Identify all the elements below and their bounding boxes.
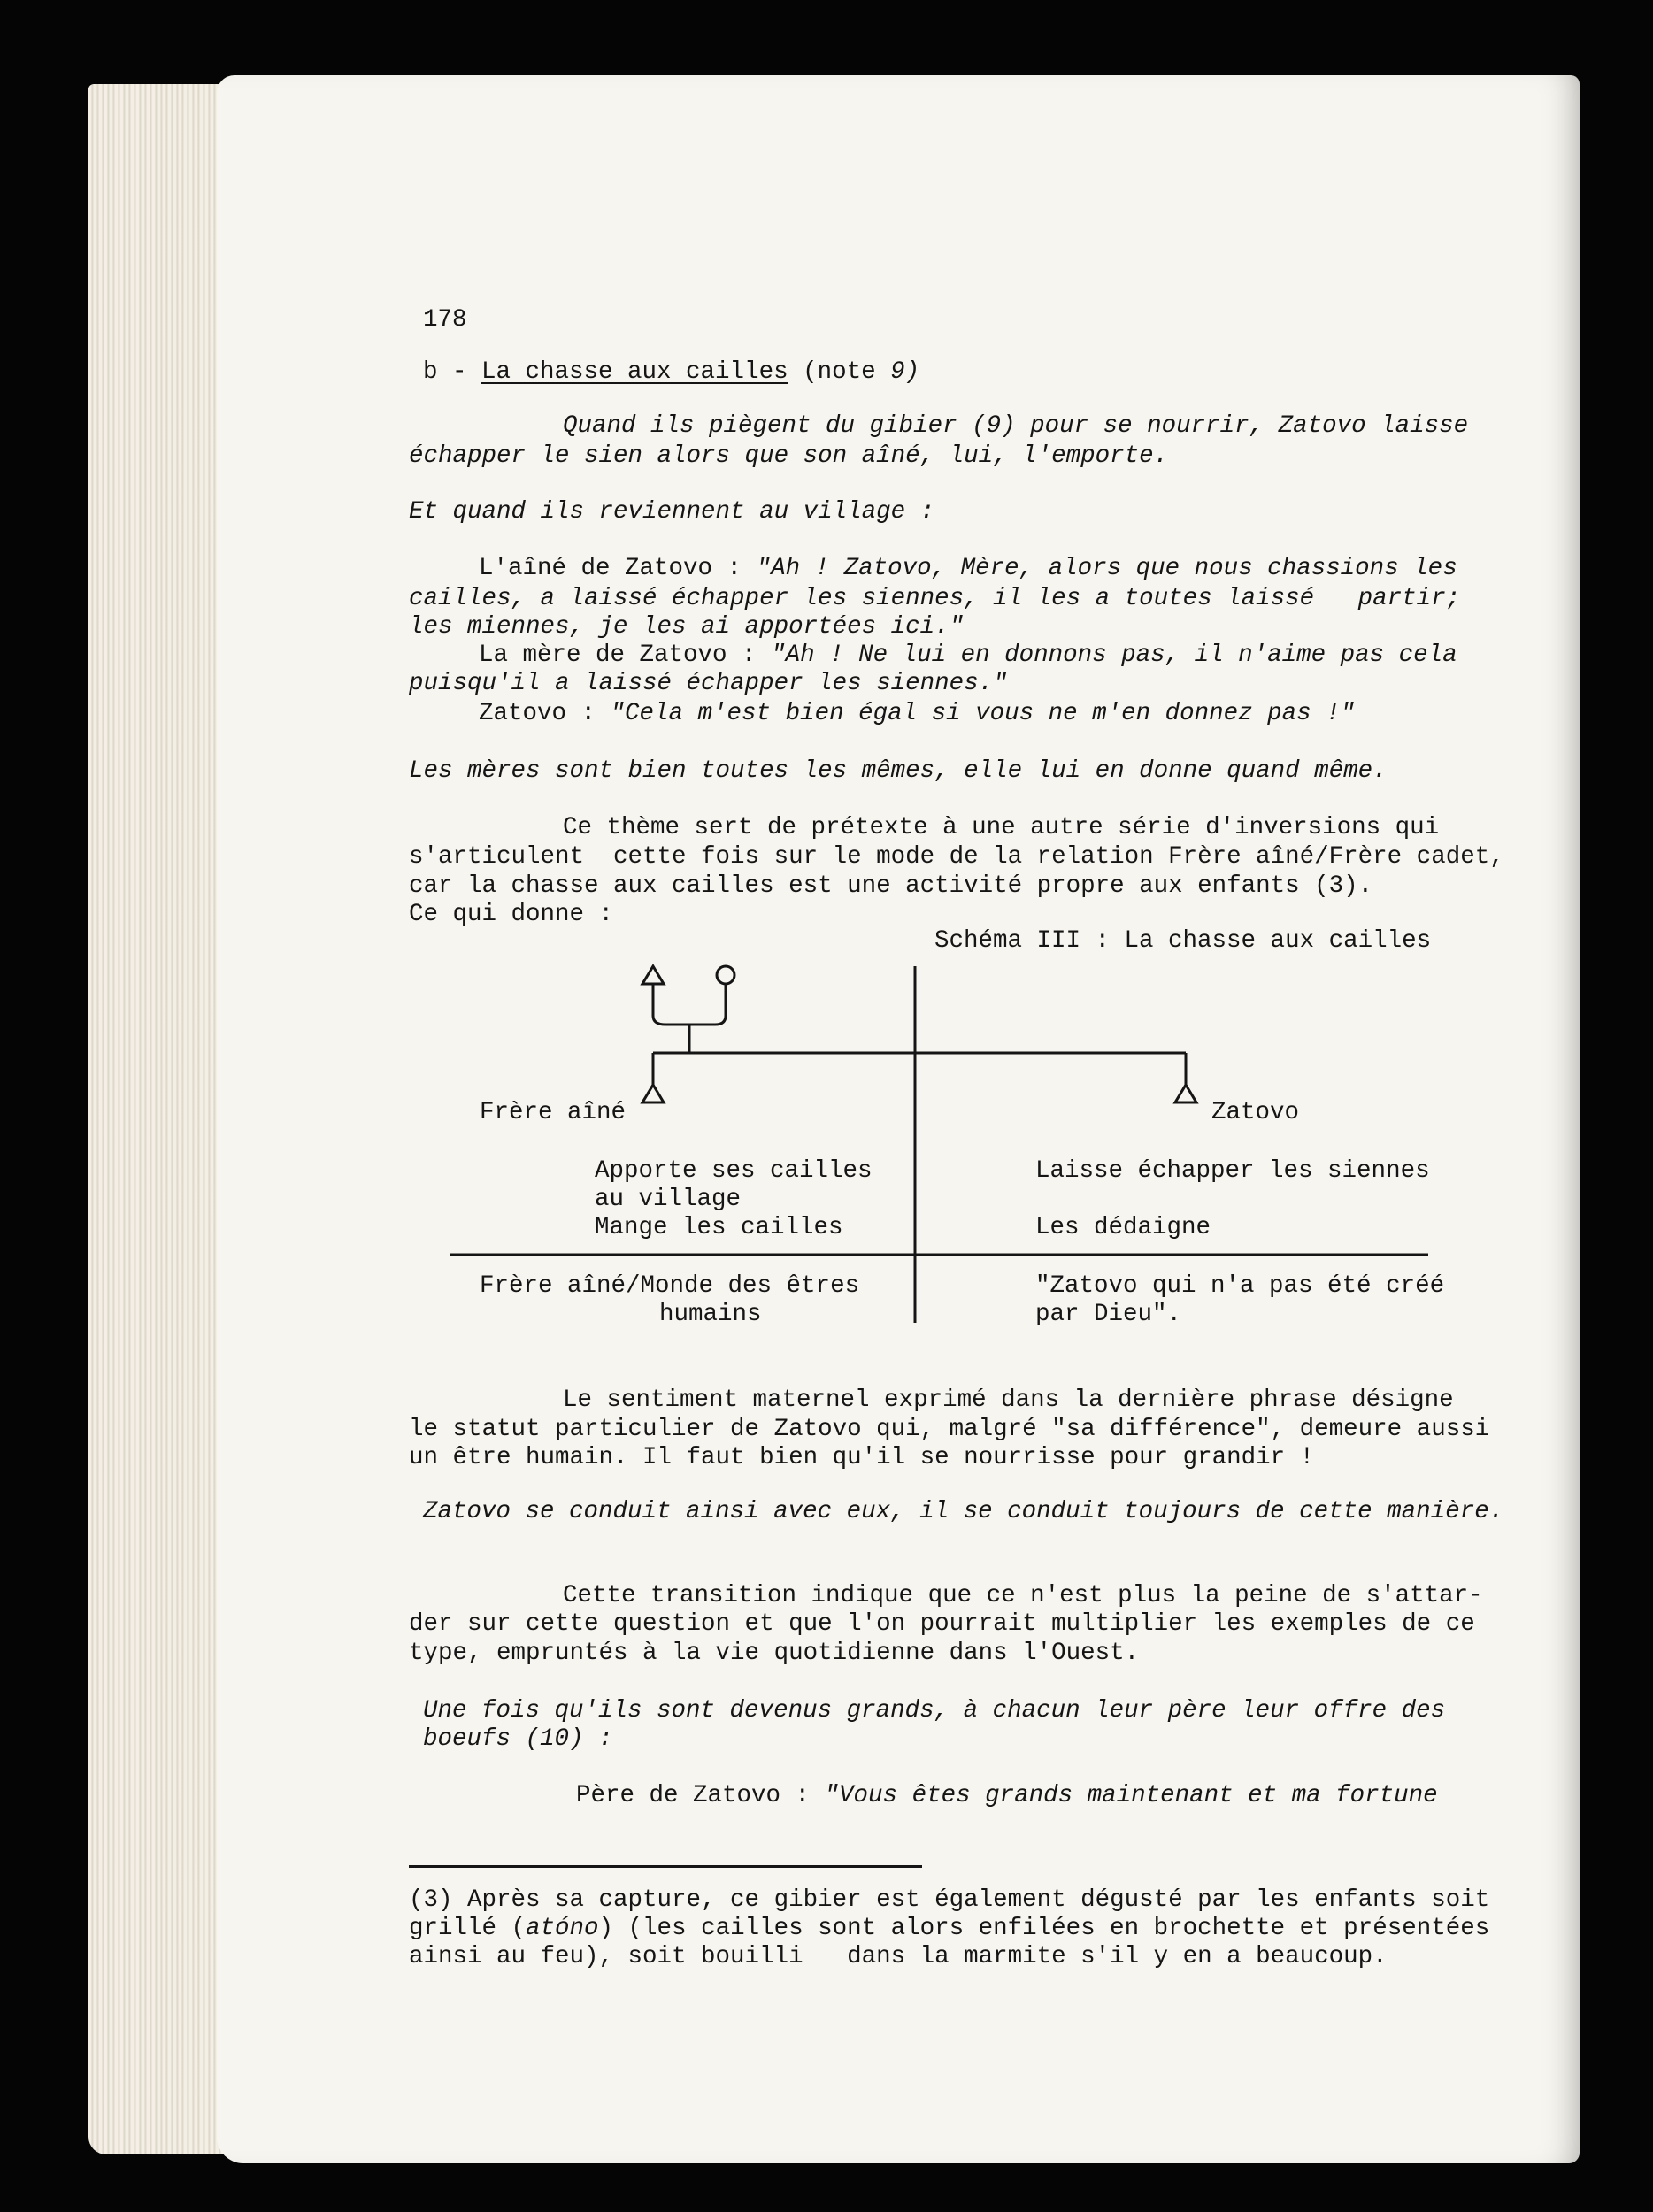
- dialogue-line: cailles, a laissé échapper les siennes, il les a toutes laissé partir;: [409, 585, 1461, 612]
- paragraph-line: Ce thème sert de prétexte à une autre série d'inversions qui: [563, 814, 1440, 841]
- paragraph-line: type, empruntés à la vie quotidienne dans l'Ouest.: [409, 1640, 1140, 1667]
- footnote-rule: [409, 1865, 922, 1868]
- schema-right-bottom: par Dieu".: [1035, 1301, 1182, 1328]
- narrative-line: échapper le sien alors que son aîné, lui, l'emporte.: [409, 442, 1169, 470]
- dialogue-pere: Père de Zatovo : "Vous êtes grands maintenant et ma fortune: [576, 1782, 1438, 1809]
- paragraph-line: le statut particulier de Zatovo qui, malgré "sa différence", demeure aussi: [409, 1416, 1490, 1443]
- dialogue-line: puisqu'il a laissé échapper les siennes.": [409, 670, 1008, 697]
- schema-left-label: Frère aîné: [480, 1099, 627, 1126]
- schema-right-top: Les dédaigne: [1035, 1214, 1211, 1241]
- section-title: La chasse aux cailles: [481, 358, 788, 386]
- schema-right-label: Zatovo: [1211, 1099, 1300, 1126]
- narrative-line: boeufs (10) :: [423, 1725, 613, 1753]
- narrative-line: Quand ils piègent du gibier (9) pour se nourrir, Zatovo laisse: [563, 412, 1469, 440]
- paragraph-line: s'articulent cette fois sur le mode de la relation Frère aîné/Frère cadet,: [409, 843, 1504, 871]
- footnote-line: grillé (atóno) (les cailles sont alors enfilées en brochette et présentées: [409, 1915, 1490, 1942]
- paragraph-line: der sur cette question et que l'on pourrait multiplier les exemples de ce: [409, 1610, 1475, 1638]
- paragraph-line: Le sentiment maternel exprimé dans la dernière phrase désigne: [563, 1386, 1454, 1414]
- schema-right-bottom: "Zatovo qui n'a pas été créé: [1035, 1272, 1445, 1300]
- schema-left-top: Apporte ses cailles: [595, 1157, 873, 1185]
- section-heading: b - La chasse aux cailles (note 9): [423, 358, 920, 386]
- paragraph-line: car la chasse aux cailles est une activité propre aux enfants (3).: [409, 872, 1373, 900]
- dialogue-zatovo: Zatovo : "Cela m'est bien égal si vous ne m'en donnez pas !": [479, 700, 1356, 727]
- page-number: 178: [423, 306, 467, 334]
- paragraph-line: Cette transition indique que ce n'est plus la peine de s'attar-: [563, 1582, 1483, 1609]
- dialogue-line: les miennes, je les ai apportées ici.": [409, 613, 965, 641]
- narrative-line: Zatovo se conduit ainsi avec eux, il se conduit toujours de cette manière.: [423, 1498, 1504, 1525]
- schema-left-bottom: Frère aîné/Monde des êtres: [480, 1272, 860, 1300]
- schema-left-bottom: humains: [659, 1301, 762, 1328]
- narrative-line: Les mères sont bien toutes les mêmes, elle lui en donne quand même.: [409, 757, 1388, 785]
- narrative-line: Et quand ils reviennent au village :: [409, 498, 935, 526]
- narrative-line: Une fois qu'ils sont devenus grands, à chacun leur père leur offre des: [423, 1697, 1446, 1724]
- schema-left-top: au village: [595, 1186, 742, 1213]
- dialogue-aine: L'aîné de Zatovo : "Ah ! Zatovo, Mère, alors que nous chassions les: [479, 555, 1457, 582]
- dialogue-mere: La mère de Zatovo : "Ah ! Ne lui en donnons pas, il n'aime pas cela: [479, 641, 1457, 669]
- schema-title: Schéma III : La chasse aux cailles: [934, 927, 1432, 955]
- footnote-line: (3) Après sa capture, ce gibier est également dégusté par les enfants soit: [409, 1886, 1490, 1914]
- paragraph-line: Ce qui donne :: [409, 901, 614, 928]
- schema-right-top: Laisse échapper les siennes: [1035, 1157, 1430, 1185]
- book-page: [217, 75, 1580, 2163]
- footnote-line: ainsi au feu), soit bouilli dans la marmite s'il y en a beaucoup.: [409, 1943, 1388, 1970]
- schema-left-top: Mange les cailles: [595, 1214, 843, 1241]
- paragraph-line: un être humain. Il faut bien qu'il se nourrisse pour grandir !: [409, 1444, 1315, 1471]
